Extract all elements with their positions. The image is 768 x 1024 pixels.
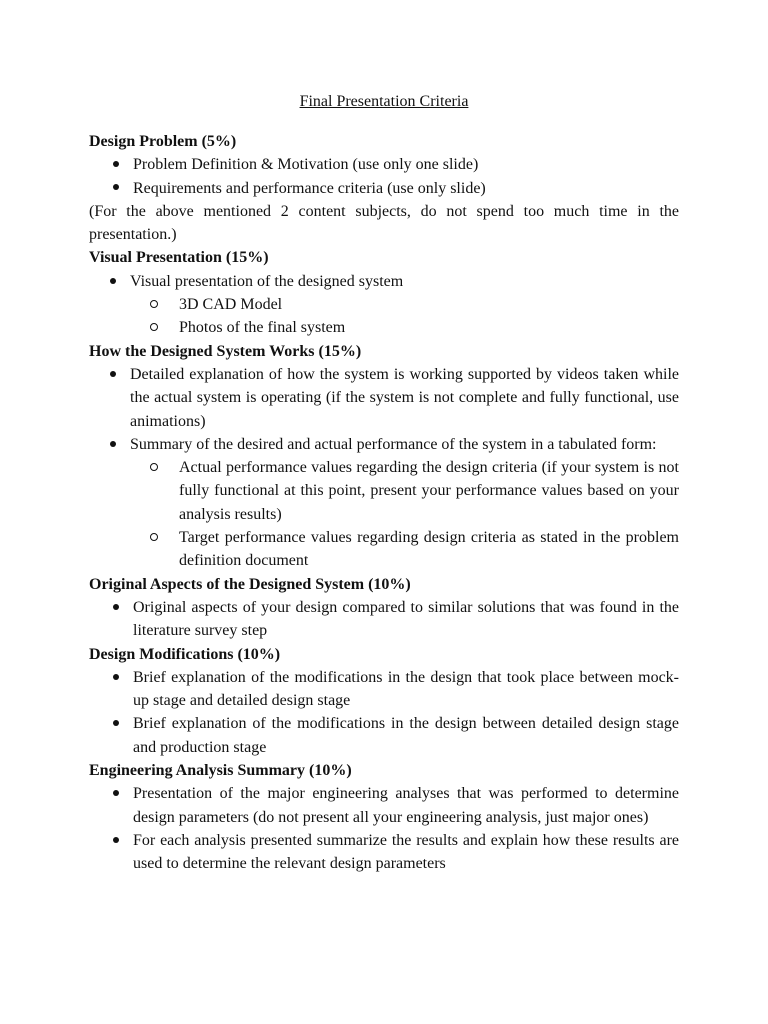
section-heading: Design Modifications (10%) [89, 645, 281, 663]
bullet-icon [108, 433, 118, 456]
sub-bullet-list [130, 456, 679, 572]
list-item-text: Original aspects of your design compared to similar solutions that was found in the literature survey step [133, 598, 679, 640]
bullet-icon [111, 829, 121, 852]
bullet-list [89, 270, 679, 340]
bullet-list [89, 596, 679, 643]
sub-list-item-text: Target performance values regarding design criteria as stated in the problem definition document [179, 529, 679, 570]
section-engineering-analysis [89, 759, 679, 875]
list-item-text: Problem Definition & Motivation (use only one slide) [133, 156, 479, 174]
circle-bullet-icon [149, 526, 159, 549]
sub-list-item-text: Actual performance values regarding the design criteria (if your system is not fully functional at this point, present your performance values based on your analysis results) [179, 459, 679, 523]
document-page [89, 90, 679, 876]
circle-bullet-icon [149, 293, 159, 316]
bullet-icon [111, 153, 121, 176]
list-item-text: Requirements and performance criteria (use only slide) [133, 179, 486, 197]
list-item [89, 829, 679, 876]
sub-list-item [130, 526, 679, 573]
list-item-text: Brief explanation of the modifications in the design that took place between mock-up stage and detailed design stage [133, 668, 679, 710]
sub-list-item [130, 316, 679, 339]
section-design-modifications [89, 643, 679, 759]
section-design-problem [89, 130, 679, 246]
list-item-text: Detailed explanation of how the system is working supported by videos taken while the actual system is operating (if the system is not complete and fully functional, use animations) [130, 365, 679, 430]
list-item [89, 782, 679, 829]
sub-list-item-text: 3D CAD Model [179, 296, 283, 314]
bullet-icon [108, 363, 118, 386]
bullet-icon [111, 177, 121, 200]
bullet-icon [111, 596, 121, 619]
sub-list-item [130, 293, 679, 316]
bullet-icon [111, 666, 121, 689]
bullet-list [89, 666, 679, 759]
bullet-list [89, 153, 679, 200]
bullet-list [89, 782, 679, 875]
sub-list-item [130, 456, 679, 526]
section-heading: Engineering Analysis Summary (10%) [89, 762, 352, 780]
list-item-text: Summary of the desired and actual performance of the system in a tabulated form: [130, 435, 657, 453]
list-item [89, 270, 679, 340]
section-heading: Original Aspects of the Designed System (10%) [89, 575, 411, 593]
section-how-system-works [89, 340, 679, 573]
section-heading: Visual Presentation (15%) [89, 249, 269, 267]
list-item [89, 433, 679, 573]
circle-bullet-icon [149, 456, 159, 479]
document-title: Final Presentation Criteria [299, 93, 469, 110]
sub-list-item-text: Photos of the final system [179, 319, 346, 337]
list-item-text: For each analysis presented summarize the results and explain how these results are used to determine the relevant design parameters [133, 831, 679, 873]
section-visual-presentation [89, 246, 679, 339]
list-item [89, 153, 679, 176]
list-item [89, 177, 679, 200]
circle-bullet-icon [149, 316, 159, 339]
list-item [89, 363, 679, 433]
bullet-list [89, 363, 679, 573]
bullet-icon [111, 782, 121, 805]
section-heading: How the Designed System Works (15%) [89, 342, 362, 360]
section-heading: Design Problem (5%) [89, 133, 237, 150]
list-item [89, 666, 679, 713]
section-note: (For the above mentioned 2 content subjects, do not spend too much time in the presentation.) [89, 202, 679, 244]
list-item-text: Visual presentation of the designed system [130, 272, 404, 290]
list-item-text: Presentation of the major engineering analyses that was performed to determine design parameters (do not present all your engineering analysis, just major ones) [133, 785, 679, 826]
bullet-icon [108, 270, 118, 293]
list-item [89, 596, 679, 643]
list-item [89, 712, 679, 759]
list-item-text: Brief explanation of the modifications in the design between detailed design stage and production stage [133, 715, 679, 756]
sub-bullet-list [130, 293, 679, 340]
section-original-aspects [89, 573, 679, 643]
bullet-icon [111, 712, 121, 735]
